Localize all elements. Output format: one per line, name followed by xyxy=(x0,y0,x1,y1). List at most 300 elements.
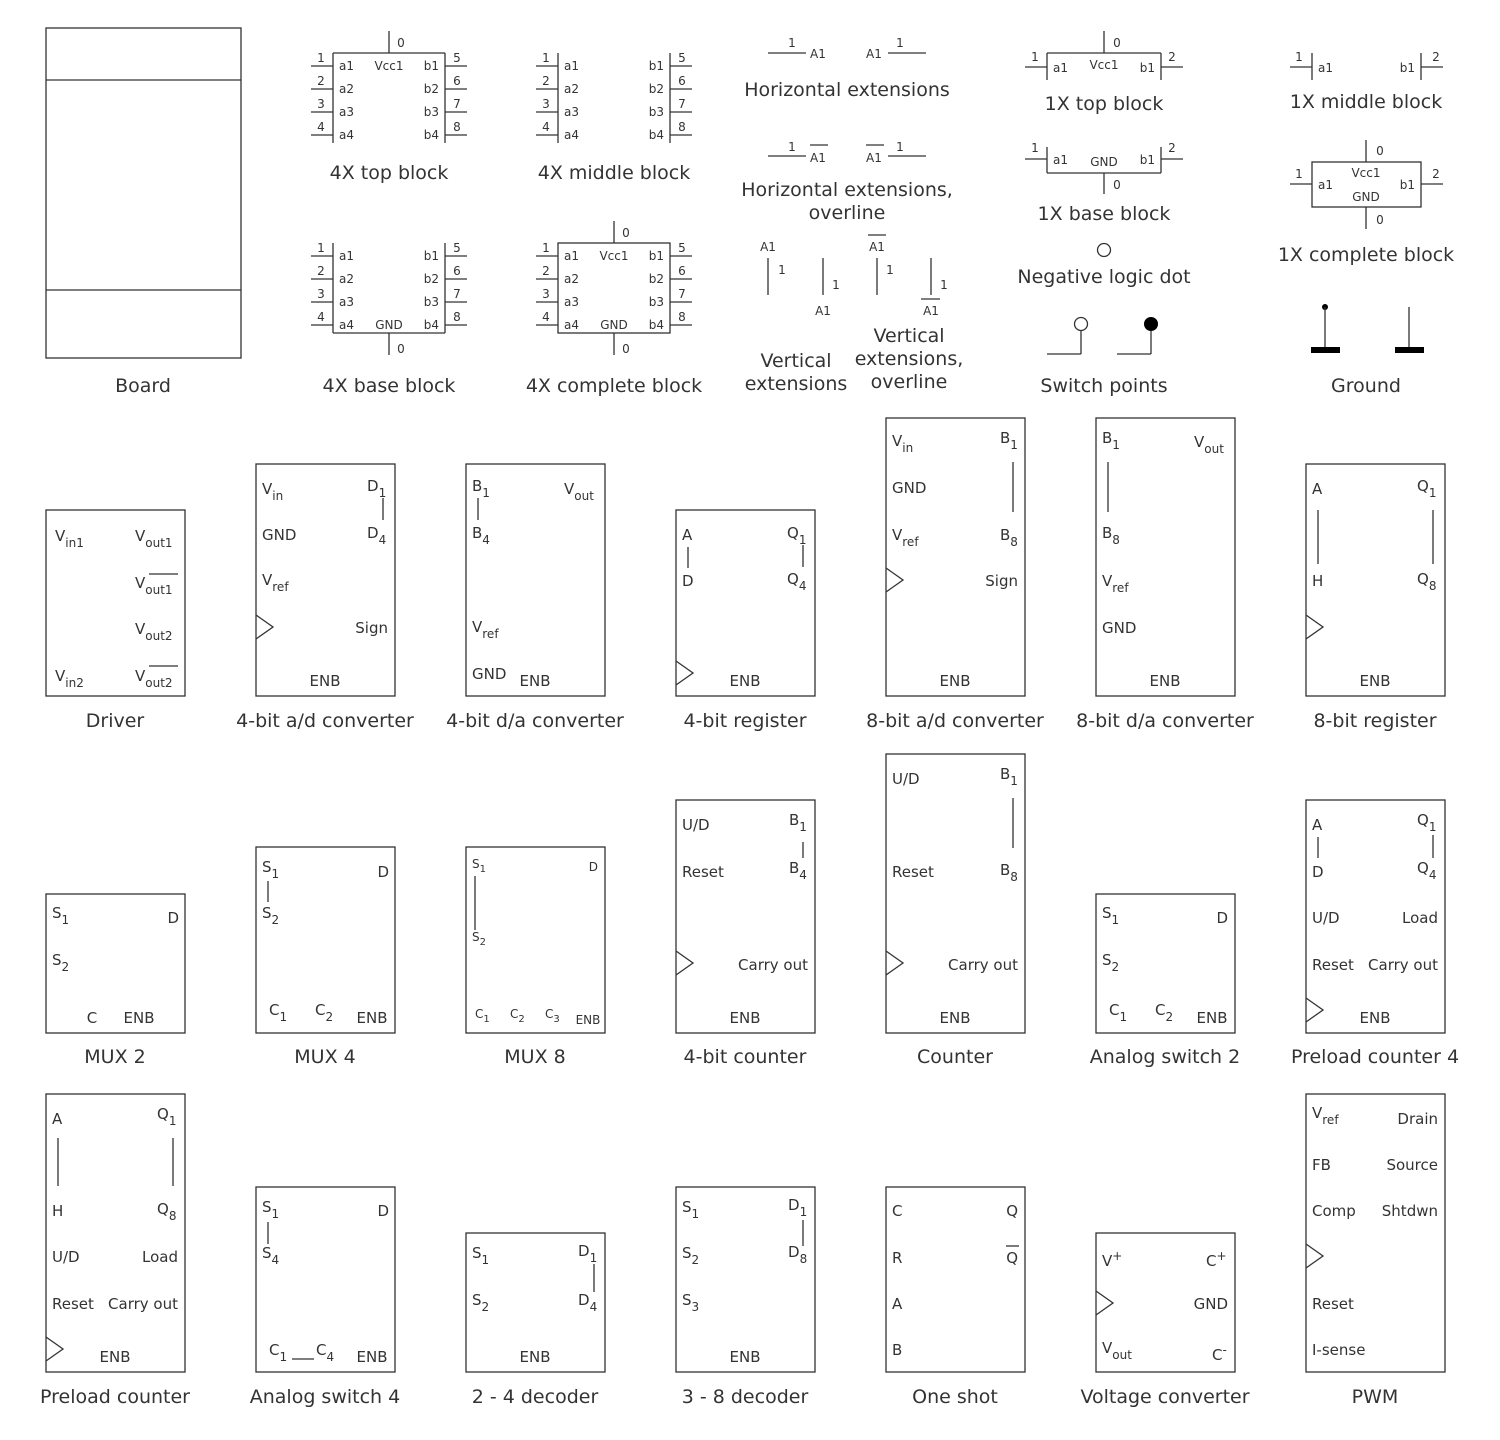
pin-label: b2 xyxy=(423,272,439,286)
pin-label: ENB xyxy=(1359,1009,1391,1027)
ground-bar xyxy=(1395,347,1424,353)
pin-number: 0 xyxy=(1376,144,1384,158)
pin-label: b3 xyxy=(423,295,439,309)
vcc-label: Vcc1 xyxy=(599,249,629,263)
pin-number: 1 xyxy=(1295,50,1303,64)
4bit-da-converter-caption: 4-bit d/a converter xyxy=(446,710,624,732)
pin-number: 0 xyxy=(397,36,405,50)
pin-label: ENB xyxy=(729,1348,761,1366)
pin-number: 0 xyxy=(397,342,405,356)
mux-2-shape xyxy=(46,894,185,1033)
voltage-converter-shape xyxy=(1096,1233,1235,1372)
pin-label: a4 xyxy=(339,128,354,142)
pin-label: $V_{in1}$ xyxy=(55,527,84,550)
pin-label: ENB xyxy=(519,1348,551,1366)
pin-label: $C_4$ xyxy=(316,1341,335,1364)
horizontal-extensions-overline-shape xyxy=(768,140,926,165)
pin-label: $S_1$ xyxy=(472,857,486,875)
pin-label: $C_1$ xyxy=(475,1007,490,1025)
pin-label: $S_1$ xyxy=(262,858,280,881)
pin-label: $S_2$ xyxy=(52,951,70,974)
pin-label: $Q_8$ xyxy=(1417,570,1437,593)
pin-label: GND xyxy=(1102,619,1137,637)
pin-label: ENB xyxy=(123,1009,155,1027)
pin-label: $S_1$ xyxy=(472,1244,490,1267)
pin-label: $V_{out2}$ xyxy=(135,667,173,690)
1x-complete-block-caption: 1X complete block xyxy=(1277,244,1455,266)
pin-number: 1 xyxy=(317,241,325,255)
mux-2-caption: MUX 2 xyxy=(84,1046,146,1068)
2-4-decoder-caption: 2 - 4 decoder xyxy=(471,1386,599,1408)
4bit-register-caption: 4-bit register xyxy=(683,710,807,732)
counter-caption: Counter xyxy=(917,1046,993,1068)
pin-number: 4 xyxy=(542,120,550,134)
pin-label: Load xyxy=(142,1248,178,1266)
pin-label: Load xyxy=(1402,909,1438,927)
pin-number: 3 xyxy=(317,287,325,301)
pin-number: 1 xyxy=(832,278,840,292)
block-outline xyxy=(886,418,1025,696)
pin-number: 7 xyxy=(678,97,686,111)
pin-label: Drain xyxy=(1397,1110,1438,1128)
pin-label: ENB xyxy=(575,1013,601,1027)
pin-label: $D_4$ xyxy=(367,524,387,547)
pin-label: B xyxy=(892,1341,903,1359)
pin-label: a3 xyxy=(339,105,354,119)
pin-number: 1 xyxy=(1295,167,1303,181)
vertical-extensions-caption: Vertical extensions xyxy=(744,350,848,395)
pin-number: 5 xyxy=(678,241,686,255)
pin-label: $V_{ref}$ xyxy=(472,618,499,641)
pin-label: I-sense xyxy=(1312,1341,1366,1359)
board-caption: Board xyxy=(115,375,171,397)
pin-label: a1 xyxy=(1318,178,1333,192)
pin-number: 7 xyxy=(453,287,461,301)
pin-label: b1 xyxy=(1399,61,1415,75)
pin-number: 6 xyxy=(678,264,686,278)
pin-number: 8 xyxy=(678,120,686,134)
pin-label: b1 xyxy=(1139,61,1155,75)
pin-label: a1 xyxy=(1053,61,1068,75)
pin-label: C xyxy=(86,1009,98,1027)
pin-number: 0 xyxy=(1113,178,1121,192)
pin-label: a2 xyxy=(564,82,579,96)
pin-label: $V_{in}$ xyxy=(892,432,914,455)
pin-label: a2 xyxy=(564,272,579,286)
pin-label: b3 xyxy=(423,105,439,119)
4x-top-block-caption: 4X top block xyxy=(329,162,449,184)
pin-label: $S_2$ xyxy=(472,930,486,948)
pin-label: A1 xyxy=(760,240,776,254)
pin-label: Shtdwn xyxy=(1381,1202,1438,1220)
pin-number: 3 xyxy=(317,97,325,111)
4bit-ad-converter-caption: 4-bit a/d converter xyxy=(236,710,414,732)
block-outline xyxy=(1306,1094,1445,1372)
3-8-decoder-shape xyxy=(676,1187,815,1372)
pin-label: b3 xyxy=(648,105,664,119)
pin-label: a3 xyxy=(564,295,579,309)
pin-label: $C_1$ xyxy=(269,1341,288,1364)
pin-label: $V_{ref}$ xyxy=(1312,1104,1339,1127)
pin-number: 1 xyxy=(542,51,550,65)
pin-label: ENB xyxy=(729,1009,761,1027)
pin-label: $D_4$ xyxy=(578,1291,598,1314)
pin-label: $S_2$ xyxy=(1102,951,1120,974)
pin-label: $C_2$ xyxy=(1155,1001,1174,1024)
pin-number: 2 xyxy=(1168,50,1176,64)
pin-number: 2 xyxy=(317,74,325,88)
gnd-label: GND xyxy=(1090,155,1118,169)
pin-label: $B_8$ xyxy=(1000,526,1018,549)
pin-label: $S_4$ xyxy=(262,1244,280,1267)
pin-number: 0 xyxy=(1113,36,1121,50)
pin-label: $S_3$ xyxy=(682,1291,700,1314)
pin-number: 1 xyxy=(886,263,894,277)
pin-label: $V_{out1}$ xyxy=(135,527,173,550)
4x-base-block-caption: 4X base block xyxy=(322,375,456,397)
ground-bar xyxy=(1311,347,1340,353)
pin-label: a1 xyxy=(564,249,579,263)
horizontal-extensions-shape xyxy=(768,36,926,61)
pin-label: D xyxy=(682,572,694,590)
pin-label: a1 xyxy=(339,59,354,73)
pin-label: A1 xyxy=(869,240,885,254)
mux-4-shape xyxy=(256,847,395,1033)
one-shot-caption: One shot xyxy=(912,1386,998,1408)
pin-label: b1 xyxy=(648,59,664,73)
pin-label: b2 xyxy=(423,82,439,96)
pin-label: $V_{out1}$ xyxy=(135,574,173,597)
pin-label: Carry out xyxy=(108,1295,178,1313)
4bit-counter-shape xyxy=(676,800,815,1033)
vcc-label: Vcc1 xyxy=(374,59,404,73)
pin-label: GND xyxy=(262,526,297,544)
vertical-extensions-overline-caption: Vertical extensions, overline xyxy=(854,325,964,393)
pin-label: $Q_1$ xyxy=(1417,477,1437,500)
pin-number: 1 xyxy=(896,140,904,154)
pin-label: $C_2$ xyxy=(510,1007,525,1025)
pin-label: $C_1$ xyxy=(269,1001,288,1024)
clock-triangle xyxy=(1096,1291,1113,1315)
driver-shape xyxy=(46,510,185,696)
pin-label: C+ xyxy=(1206,1249,1227,1270)
preload-counter-caption: Preload counter xyxy=(40,1386,190,1408)
pin-label: ENB xyxy=(1149,672,1181,690)
pin-number: 2 xyxy=(317,264,325,278)
pin-label: ENB xyxy=(309,672,341,690)
pin-label: A1 xyxy=(923,304,939,318)
pin-number: 1 xyxy=(1031,50,1039,64)
4bit-da-converter-shape xyxy=(466,464,605,696)
pin-label: Q xyxy=(1006,1249,1018,1267)
pin-label: $V_{out}$ xyxy=(1102,1339,1132,1362)
pin-label: b1 xyxy=(648,249,664,263)
pin-label: $V_{in2}$ xyxy=(55,667,84,690)
8bit-register-caption: 8-bit register xyxy=(1313,710,1437,732)
clock-triangle xyxy=(886,951,903,975)
mux-8-shape xyxy=(466,847,605,1033)
pin-number: 5 xyxy=(453,241,461,255)
8bit-ad-converter-caption: 8-bit a/d converter xyxy=(866,710,1044,732)
pin-label: A xyxy=(52,1110,63,1128)
clock-triangle xyxy=(1306,1244,1323,1268)
pin-label: D xyxy=(167,909,179,927)
block-outline xyxy=(46,28,241,358)
pin-number: 6 xyxy=(678,74,686,88)
analog-switch-4-shape xyxy=(256,1187,395,1372)
pin-number: 0 xyxy=(1376,213,1384,227)
pin-label: a4 xyxy=(564,128,579,142)
pin-label: b1 xyxy=(423,249,439,263)
pin-label: D xyxy=(377,1202,389,1220)
pin-number: 0 xyxy=(622,342,630,356)
1x-top-block-caption: 1X top block xyxy=(1044,93,1164,115)
pin-label: a3 xyxy=(339,295,354,309)
driver-caption: Driver xyxy=(85,710,145,732)
pin-label: Carry out xyxy=(738,956,808,974)
pin-label: ENB xyxy=(356,1348,388,1366)
pin-label: b3 xyxy=(648,295,664,309)
negative-logic-dot xyxy=(1098,244,1111,257)
pin-number: 1 xyxy=(778,263,786,277)
4bit-counter-caption: 4-bit counter xyxy=(683,1046,807,1068)
pin-number: 2 xyxy=(1432,50,1440,64)
pin-label: GND xyxy=(472,665,507,683)
pin-label: $Q_8$ xyxy=(157,1200,177,1223)
pin-number: 6 xyxy=(453,74,461,88)
negative-logic-dot-shape xyxy=(1098,244,1111,257)
pin-label: FB xyxy=(1312,1156,1331,1174)
switch-points-caption: Switch points xyxy=(1040,375,1168,397)
pin-label: a1 xyxy=(1318,61,1333,75)
pin-label: Sign xyxy=(985,572,1018,590)
pin-label: U/D xyxy=(1312,909,1340,927)
pin-number: 1 xyxy=(1031,141,1039,155)
pin-label: C xyxy=(892,1202,903,1220)
pin-label: a3 xyxy=(564,105,579,119)
pin-label: Comp xyxy=(1312,1202,1356,1220)
pin-label: D xyxy=(1216,909,1228,927)
preload-counter-4-caption: Preload counter 4 xyxy=(1290,1046,1460,1068)
ground-caption: Ground xyxy=(1331,375,1401,397)
4bit-ad-converter-shape xyxy=(256,464,395,696)
pin-label: ENB xyxy=(729,672,761,690)
pin-label: $V_{ref}$ xyxy=(892,526,919,549)
1x-middle-block-caption: 1X middle block xyxy=(1289,91,1443,113)
pin-label: $D_1$ xyxy=(367,477,387,500)
pin-label: GND xyxy=(892,479,927,497)
pin-label: Reset xyxy=(682,863,724,881)
pin-label: R xyxy=(892,1249,903,1267)
pin-label: $B_1$ xyxy=(1000,765,1018,788)
switch-points-shape xyxy=(1047,318,1158,355)
pin-label: $V_{out}$ xyxy=(1194,433,1224,456)
pin-label: $V_{out}$ xyxy=(564,480,594,503)
pin-label: b2 xyxy=(648,82,664,96)
gnd-label: GND xyxy=(1352,190,1380,204)
pin-label: V+ xyxy=(1102,1249,1123,1270)
pin-label: b4 xyxy=(648,128,664,142)
pin-label: $C_2$ xyxy=(315,1001,334,1024)
open-switch-point xyxy=(1075,318,1088,331)
pin-label: Reset xyxy=(1312,956,1354,974)
pin-label: $S_2$ xyxy=(472,1291,490,1314)
pin-label: a4 xyxy=(339,318,354,332)
pin-number: 2 xyxy=(1168,141,1176,155)
pin-label: a1 xyxy=(564,59,579,73)
preload-counter-shape xyxy=(46,1094,185,1372)
pin-label: $S_2$ xyxy=(682,1244,700,1267)
pin-label: $B_8$ xyxy=(1102,524,1120,547)
pin-label: A1 xyxy=(866,151,882,165)
pin-label: $Q_4$ xyxy=(787,570,807,593)
pin-number: 4 xyxy=(317,310,325,324)
pin-number: 1 xyxy=(896,36,904,50)
4x-complete-block-shape xyxy=(536,221,692,356)
pin-number: 7 xyxy=(678,287,686,301)
horizontal-extensions-overline-caption: Horizontal extensions, overline xyxy=(741,179,953,224)
pin-label: b4 xyxy=(423,128,439,142)
pin-label: ENB xyxy=(1359,672,1391,690)
pwm-caption: PWM xyxy=(1351,1386,1399,1408)
pin-number: 8 xyxy=(678,310,686,324)
gnd-label: GND xyxy=(375,318,403,332)
pin-label: b1 xyxy=(423,59,439,73)
pin-label: A xyxy=(1312,816,1323,834)
4x-middle-block-shape xyxy=(536,51,692,143)
pin-label: A1 xyxy=(810,47,826,61)
pin-label: $S_1$ xyxy=(52,904,70,927)
pin-number: 1 xyxy=(940,278,948,292)
pin-number: 6 xyxy=(453,264,461,278)
pin-label: a4 xyxy=(564,318,579,332)
8bit-register-shape xyxy=(1306,464,1445,696)
board-shape xyxy=(46,28,241,358)
pin-number: 5 xyxy=(678,51,686,65)
voltage-converter-caption: Voltage converter xyxy=(1080,1386,1250,1408)
pin-label: D xyxy=(588,860,598,874)
pin-number: 1 xyxy=(788,140,796,154)
vcc-label: Vcc1 xyxy=(1089,58,1119,72)
pin-label: Source xyxy=(1386,1156,1438,1174)
pin-number: 2 xyxy=(542,264,550,278)
mux-4-caption: MUX 4 xyxy=(294,1046,356,1068)
block-outline xyxy=(886,1187,1025,1372)
pin-label: a2 xyxy=(339,82,354,96)
negative-logic-dot-caption: Negative logic dot xyxy=(1017,266,1191,288)
pin-label: $B_8$ xyxy=(1000,861,1018,884)
pin-number: 4 xyxy=(317,120,325,134)
pin-number: 4 xyxy=(542,310,550,324)
pin-number: 7 xyxy=(453,97,461,111)
pin-label: A1 xyxy=(810,151,826,165)
pin-label: $V_{in}$ xyxy=(262,480,284,503)
clock-triangle xyxy=(676,951,693,975)
clock-triangle xyxy=(256,615,273,639)
pin-label: a1 xyxy=(1053,153,1068,167)
pin-label: Reset xyxy=(1312,1295,1354,1313)
pin-number: 2 xyxy=(1432,167,1440,181)
1x-base-block-shape xyxy=(1025,141,1183,194)
one-shot-shape xyxy=(886,1187,1025,1372)
1x-middle-block-shape xyxy=(1290,50,1443,80)
gnd-label: GND xyxy=(600,318,628,332)
pin-label: Sign xyxy=(355,619,388,637)
pin-label: $S_2$ xyxy=(262,904,280,927)
pin-number: 3 xyxy=(542,97,550,111)
clock-triangle xyxy=(676,661,693,685)
pin-label: b1 xyxy=(1399,178,1415,192)
pin-label: ENB xyxy=(939,672,971,690)
closed-switch-point xyxy=(1145,318,1158,331)
pin-label: a1 xyxy=(339,249,354,263)
block-outline xyxy=(886,754,1025,1033)
pin-label: U/D xyxy=(52,1248,80,1266)
4x-complete-block-caption: 4X complete block xyxy=(525,375,703,397)
8bit-ad-converter-shape xyxy=(886,418,1025,696)
4x-base-block-shape xyxy=(311,241,467,356)
1x-base-block-caption: 1X base block xyxy=(1037,203,1171,225)
pin-label: C- xyxy=(1212,1343,1227,1364)
pin-label: $C_1$ xyxy=(1109,1001,1128,1024)
pin-label: $C_3$ xyxy=(545,1007,560,1025)
pin-label: $V_{ref}$ xyxy=(1102,572,1129,595)
pin-label: $B_1$ xyxy=(472,477,490,500)
pin-label: H xyxy=(52,1202,64,1220)
analog-switch-2-shape xyxy=(1096,894,1235,1033)
analog-switch-2-caption: Analog switch 2 xyxy=(1089,1046,1241,1068)
pin-label: ENB xyxy=(939,1009,971,1027)
preload-counter-4-shape xyxy=(1306,800,1445,1033)
1x-complete-block-shape xyxy=(1290,140,1443,229)
pin-label: Reset xyxy=(892,863,934,881)
pin-label: ENB xyxy=(1196,1009,1228,1027)
1x-top-block-shape xyxy=(1025,31,1183,80)
pin-label: ENB xyxy=(356,1009,388,1027)
8bit-da-converter-caption: 8-bit d/a converter xyxy=(1076,710,1254,732)
8bit-da-converter-shape xyxy=(1096,418,1235,696)
pin-label: $B_4$ xyxy=(789,859,807,882)
pin-label: $S_1$ xyxy=(682,1198,700,1221)
pin-label: a2 xyxy=(339,272,354,286)
pin-number: 8 xyxy=(453,310,461,324)
pin-label: A1 xyxy=(815,304,831,318)
pin-label: $B_1$ xyxy=(789,811,807,834)
3-8-decoder-caption: 3 - 8 decoder xyxy=(681,1386,809,1408)
pin-label: A xyxy=(682,526,693,544)
pin-label: $B_1$ xyxy=(1102,429,1120,452)
pwm-shape xyxy=(1306,1094,1445,1372)
pin-number: 5 xyxy=(453,51,461,65)
pin-label: $S_1$ xyxy=(262,1198,280,1221)
mux-8-caption: MUX 8 xyxy=(504,1046,566,1068)
block-outline xyxy=(676,800,815,1033)
pin-number: 0 xyxy=(622,226,630,240)
pin-label: $D_1$ xyxy=(578,1242,598,1265)
analog-switch-4-caption: Analog switch 4 xyxy=(249,1386,401,1408)
4x-middle-block-caption: 4X middle block xyxy=(537,162,691,184)
ground-shape xyxy=(1311,304,1424,353)
pin-label: $V_{out2}$ xyxy=(135,620,173,643)
pin-number: 1 xyxy=(542,241,550,255)
pin-label: GND xyxy=(1193,1295,1228,1313)
pin-number: 8 xyxy=(453,120,461,134)
horizontal-extensions-caption: Horizontal extensions xyxy=(744,79,950,101)
pin-label: $Q_1$ xyxy=(787,524,807,547)
clock-triangle xyxy=(1306,615,1323,639)
counter-shape xyxy=(886,754,1025,1033)
pin-label: $D_8$ xyxy=(788,1243,808,1266)
